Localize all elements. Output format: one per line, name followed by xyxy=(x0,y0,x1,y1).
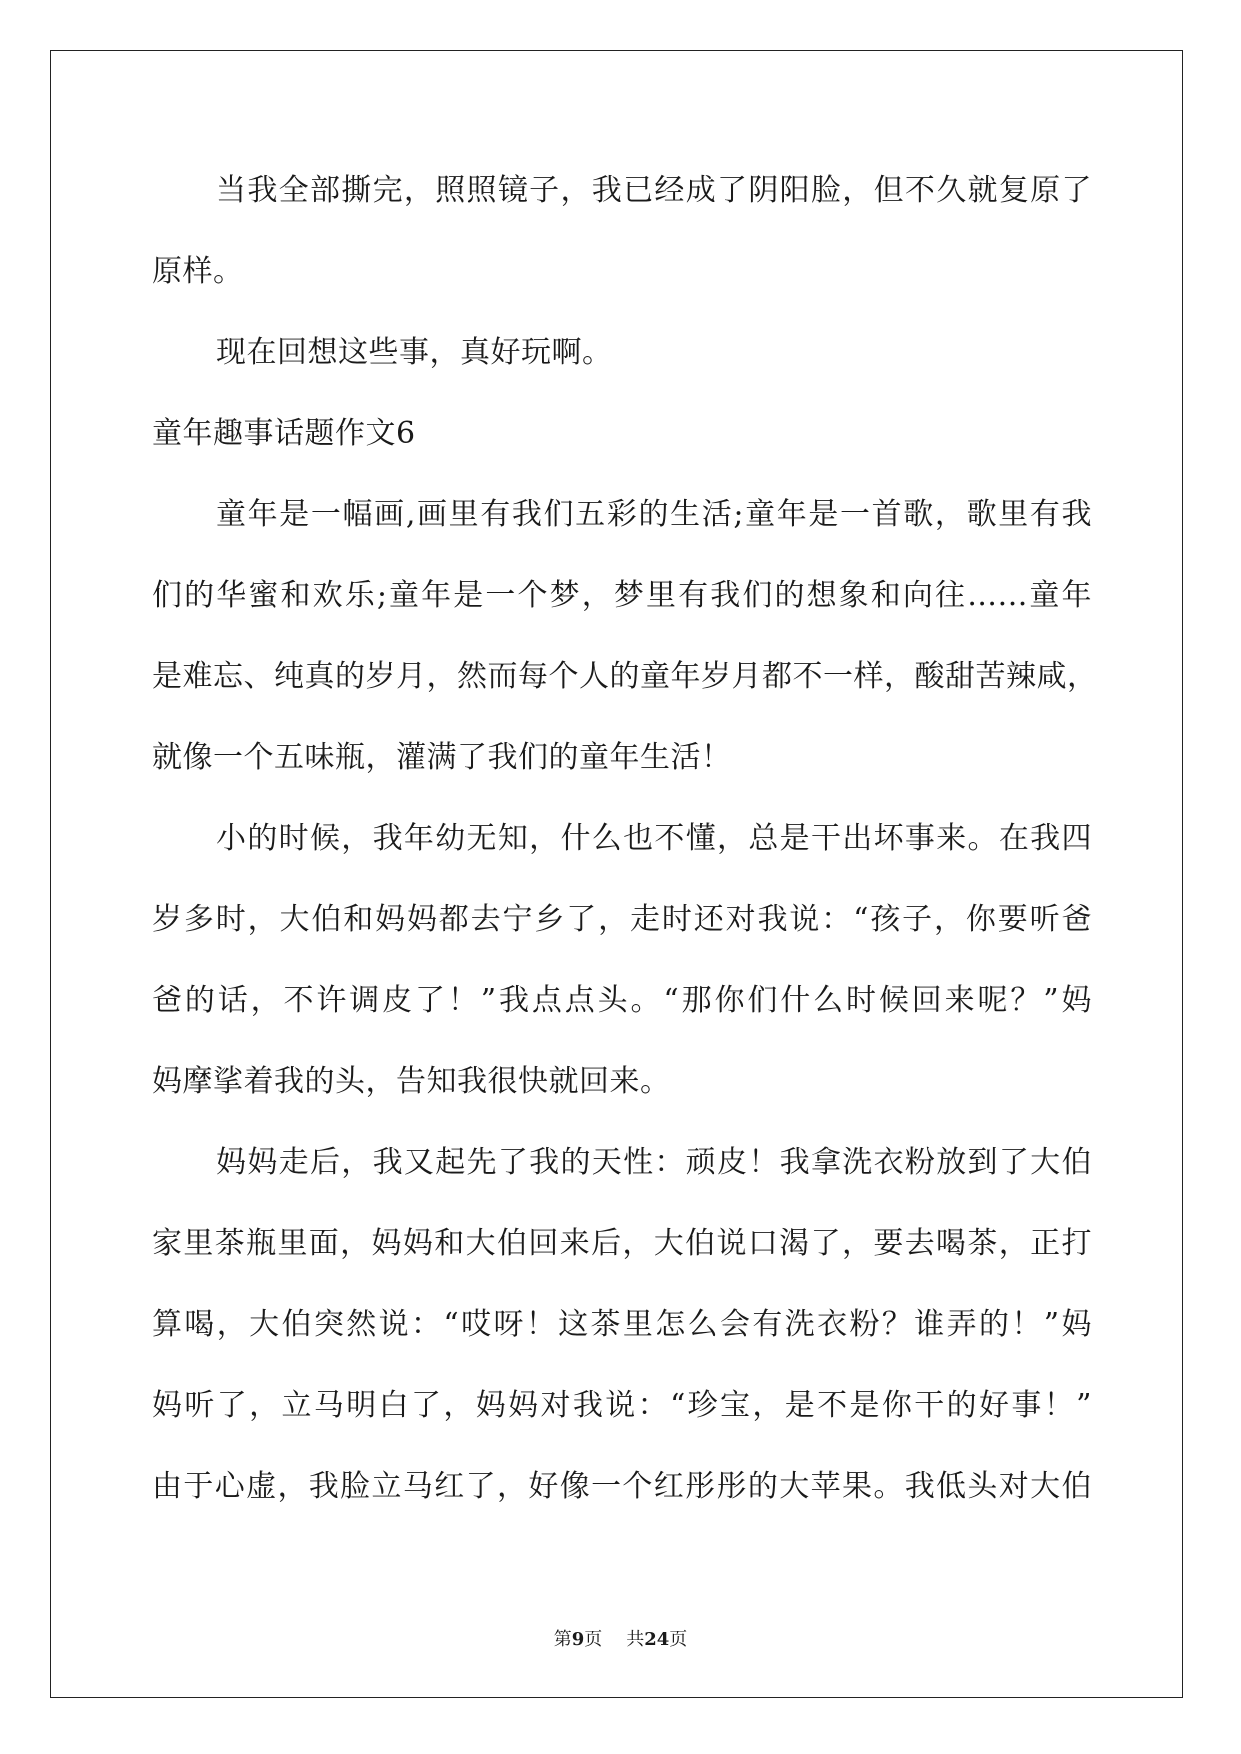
text-line: 算喝，大伯突然说：“哎呀！这茶里怎么会有洗衣粉？谁弄的！”妈 xyxy=(152,1307,1092,1342)
text-line: 们的华蜜和欢乐;童年是一个梦，梦里有我们的想象和向往…...童年 xyxy=(152,578,1092,613)
footer-prefix: 第 xyxy=(553,1629,572,1650)
text-line: 妈听了，立马明白了，妈妈对我说：“珍宝，是不是你干的好事！” xyxy=(152,1388,1092,1423)
page-number: 9 xyxy=(571,1629,585,1650)
text-line: 小的时候，我年幼无知，什么也不懂，总是干出坏事来。在我四 xyxy=(216,821,1092,856)
page-footer xyxy=(0,1625,1241,1651)
total-pages: 24 xyxy=(644,1629,670,1650)
text-line: 岁多时，大伯和妈妈都去宁乡了，走时还对我说：“孩子，你要听爸 xyxy=(152,902,1092,937)
text-line: 爸的话，不许调皮了！”我点点头。“那你们什么时候回来呢？”妈 xyxy=(152,983,1092,1018)
footer-page-suffix: 页 xyxy=(584,1629,603,1650)
text-line: 由于心虚，我脸立马红了，好像一个红彤彤的大苹果。我低头对大伯 xyxy=(152,1469,1092,1504)
text-line: 妈妈走后，我又起先了我的天性：顽皮！我拿洗衣粉放到了大伯 xyxy=(216,1145,1092,1180)
text-line: 当我全部撕完，照照镜子，我已经成了阴阳脸，但不久就复原了 xyxy=(216,173,1092,208)
text-line: 是难忘、纯真的岁月，然而每个人的童年岁月都不一样，酸甜苦辣咸， xyxy=(152,659,1098,694)
text-line: 家里茶瓶里面，妈妈和大伯回来后，大伯说口渴了，要去喝茶，正打 xyxy=(152,1226,1092,1261)
text-line: 现在回想这些事，真好玩啊。 xyxy=(216,335,613,370)
text-line: 就像一个五味瓶，灌满了我们的童年生活！ xyxy=(152,740,732,775)
text-line: 妈摩挲着我的头，告知我很快就回来。 xyxy=(152,1064,671,1099)
document-body xyxy=(152,150,1098,1527)
section-heading: 童年趣事话题作文6 xyxy=(152,416,416,451)
text-line: 原样。 xyxy=(152,254,244,289)
footer-total-prefix: 共 xyxy=(626,1629,645,1650)
text-line: 童年是一幅画,画里有我们五彩的生活;童年是一首歌，歌里有我 xyxy=(216,497,1092,532)
footer-total-suffix: 页 xyxy=(669,1629,688,1650)
